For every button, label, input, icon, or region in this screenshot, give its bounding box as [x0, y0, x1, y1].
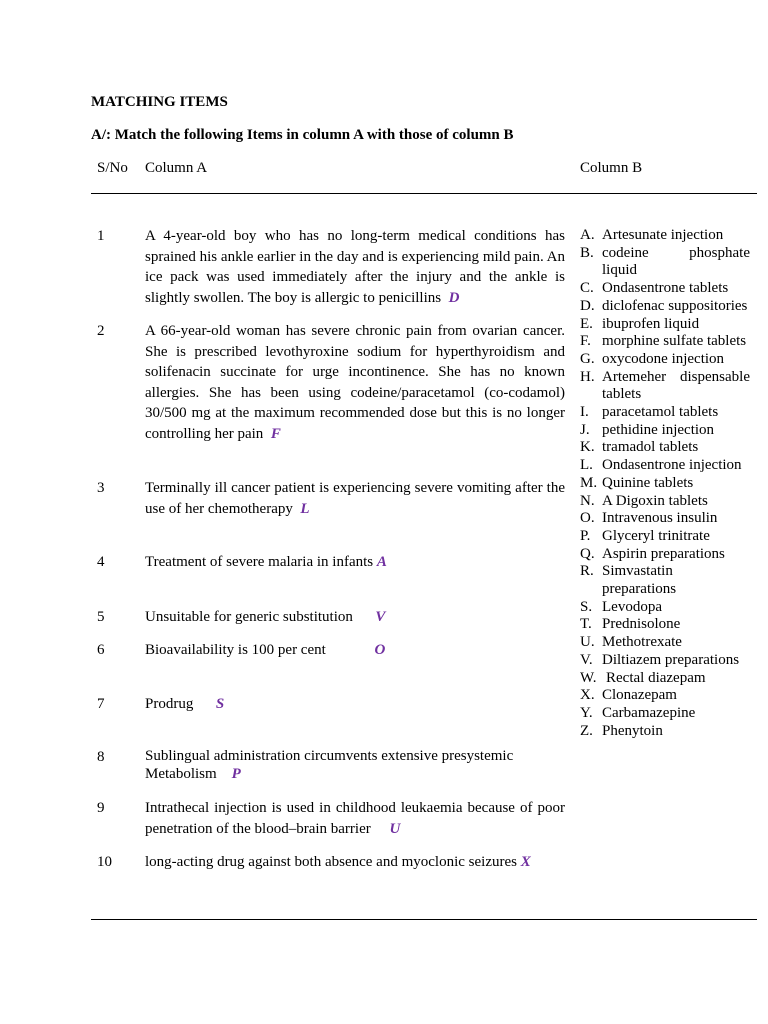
question-number: 3: [97, 480, 105, 496]
answer-mark: V: [375, 609, 386, 625]
option-item: S. Levodopa: [580, 598, 662, 615]
answer-mark: X: [520, 854, 531, 870]
question-number: 5: [97, 609, 105, 625]
header-sno: S/No: [97, 160, 128, 176]
option-item: G. oxycodone injection: [580, 350, 725, 367]
option-item: R. Simvastatin preparations: [580, 563, 677, 598]
header-column-b: Column B: [580, 160, 643, 176]
question-text: Bioavailability is 100 per cent O: [145, 642, 386, 658]
option-item: I. paracetamol tablets: [580, 404, 719, 421]
question-number: 7: [97, 696, 105, 712]
option-item: A. Artesunate injection: [580, 227, 724, 243]
table-bottom-rule: [91, 919, 757, 920]
option-item: Y. Carbamazepine: [580, 704, 696, 721]
option-item: J. pethidine injection: [580, 421, 715, 438]
question-text: Treatment of severe malaria in infants A: [145, 554, 387, 570]
question-text: Sublingual administration circumvents extensive presystemic Metabolism P: [145, 748, 514, 782]
option-item: F. morphine sulfate tablets: [580, 333, 747, 350]
section-title: MATCHING ITEMS: [91, 94, 228, 110]
option-item: C. Ondasentrone tablets: [580, 280, 729, 297]
answer-mark: L: [300, 500, 310, 517]
header-column-a: Column A: [145, 160, 208, 176]
question-text: long-acting drug against both absence and myoclonic seizures X: [145, 854, 531, 870]
question-number: 9: [97, 800, 105, 816]
question-text: A 66-year-old woman has severe chronic pain from ovarian cancer. She is prescribed levothyroxine sodium for hyperthyroidism and solifenacin succinate for urge incontinence. She has no known allergies. She has been using codeine/paracetamol (co-codamol) 30/500 mg at the maximum recommended dose but this is no longer controlling her pain F: [145, 323, 565, 442]
answer-mark: U: [389, 820, 401, 837]
option-item: O. Intravenous insulin: [580, 510, 718, 527]
answer-mark: F: [270, 425, 281, 442]
table-top-rule: [91, 193, 757, 194]
question-text: Prodrug S: [145, 696, 225, 712]
question-text: Terminally ill cancer patient is experiencing severe vomiting after the use of her chemotherapy L: [145, 480, 565, 517]
option-item: P. Glyceryl trinitrate: [580, 527, 710, 544]
question-number: 6: [97, 642, 105, 658]
column-b-list: [580, 227, 750, 740]
option-item: B. codeine phosphate liquid: [580, 244, 750, 279]
answer-mark: A: [376, 554, 387, 570]
question-number: 10: [97, 854, 112, 870]
answer-mark: S: [215, 696, 225, 712]
option-item: T. Prednisolone: [580, 616, 681, 633]
option-item: W. Rectal diazepam: [580, 669, 706, 686]
question-text: Unsuitable for generic substitution V: [145, 609, 386, 625]
question-number: 8: [97, 749, 105, 765]
question-text: Intrathecal injection is used in childhood leukaemia because of poor penetration of the blood–brain barrier U: [145, 800, 565, 837]
option-item: D. diclofenac suppositories: [580, 297, 748, 314]
option-item: V. Diltiazem preparations: [580, 651, 740, 668]
option-item: M. Quinine tablets: [580, 474, 694, 491]
answer-mark: D: [448, 289, 460, 306]
option-item: N. A Digoxin tablets: [580, 492, 708, 509]
question-number: 1: [97, 228, 105, 244]
question-number: 4: [97, 554, 105, 570]
option-item: L. Ondasentrone injection: [580, 457, 742, 474]
question-number: 2: [97, 323, 105, 339]
answer-mark: P: [231, 766, 241, 782]
option-item: U. Methotrexate: [580, 634, 682, 651]
option-item: Z. Phenytoin: [580, 722, 663, 739]
answer-mark: O: [374, 642, 386, 658]
instruction-text: A/: Match the following Items in column A with those of column B: [91, 127, 514, 143]
option-item: E. ibuprofen liquid: [580, 315, 700, 332]
question-text: A 4-year-old boy who has no long-term medical conditions has sprained his ankle earlier in the day and is experiencing mild pain. An ice pack was used immediately after the injury and the ankle is slightly swollen. The boy is allergic to penicillins D: [145, 228, 565, 306]
option-item: Q. Aspirin preparations: [580, 545, 725, 562]
option-item: K. tramadol tablets: [580, 439, 699, 456]
option-item: X. Clonazepam: [580, 687, 677, 704]
option-item: H. Artemeher dispensable tablets: [580, 368, 750, 403]
